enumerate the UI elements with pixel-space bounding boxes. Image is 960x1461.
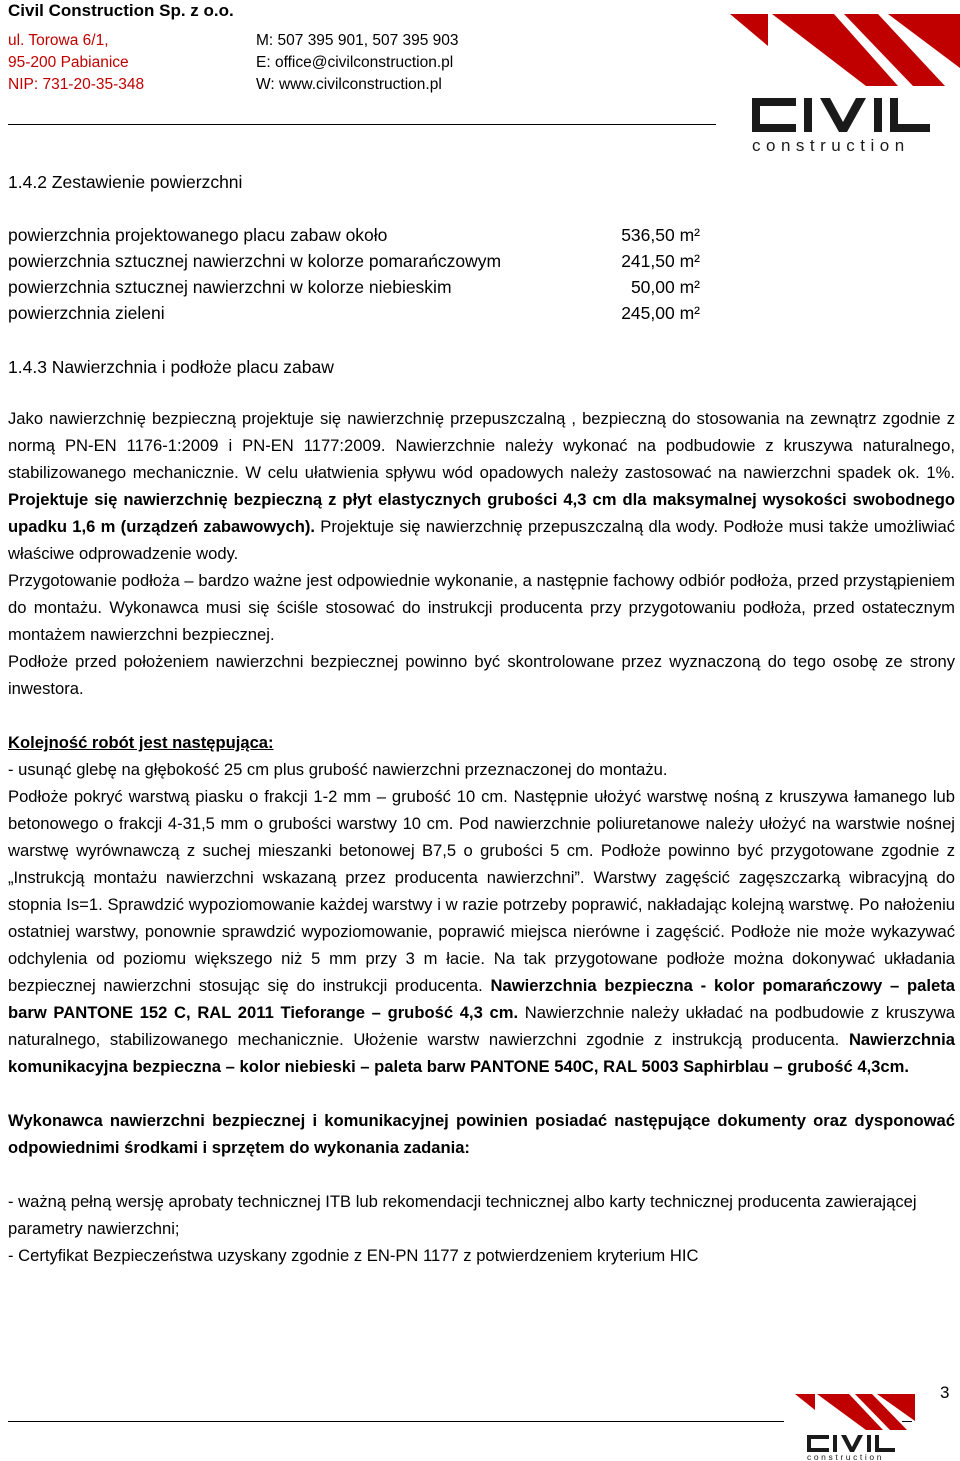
company-name: Civil Construction Sp. z o.o. <box>8 1 234 20</box>
civil-construction-logo-footer <box>795 1390 915 1461</box>
table-row <box>8 222 708 248</box>
row-value: 536,50 m² <box>621 225 700 245</box>
table-row <box>8 300 708 326</box>
row-value: 245,00 m² <box>621 303 700 323</box>
row-label: powierzchnia projektowanego placu zabaw około <box>8 225 388 245</box>
civil-construction-logo <box>730 6 960 156</box>
row-value: 50,00 m² <box>630 277 700 297</box>
section-heading-1-4-3: 1.4.3 Nawierzchnia i podłoże placu zabaw <box>8 357 334 377</box>
company-contact <box>256 30 459 96</box>
row-value: 241,50 m² <box>621 251 700 271</box>
page-number: 3 <box>940 1383 950 1402</box>
text-run: Nawierzchnie należy układać na podbudowie z kruszywa naturalnego, stabilizowanego mechanicznie. Ułożenie warstw nawierzchni zgodnie z instrukcją producenta. <box>8 1003 955 1049</box>
contact-email: E: office@civilconstruction.pl <box>256 54 454 71</box>
text-run: Jako nawierzchnię bezpieczną projektuje się nawierzchnię przepuszczalną , bezpieczną do stosowania na zewnątrz zgodnie z normą PN-EN 1176-1:2009 i PN-EN 1177:2009. Nawierzchnie należy wykonać na podbudowie z kruszywa naturalnego, stabilizowanego mechanicznie. W celu ułatwienia spływu wód opadowych należy zastosować na nawierzchni spadek ok. 1%. <box>8 409 955 482</box>
contractor-requirements: Wykonawca nawierzchni bezpiecznej i komunikacyjnej powinien posiadać następujące dokumenty oraz dysponować odpowiednimi środkami i sprzętem do wykonania zadania: <box>8 1111 955 1157</box>
table-row <box>8 248 708 274</box>
area-summary-table <box>8 222 708 326</box>
logo-subtitle: construction <box>807 1452 885 1461</box>
paragraph-inspection: Podłoże przed położeniem nawierzchni bezpiecznej powinno być skontrolowane przez wyznaczoną do tego osobę ze strony inwestora. <box>8 652 955 698</box>
header-divider <box>8 124 716 125</box>
text-run: Projektuje się nawierzchnię przepuszczalną dla wody. Podłoże musi także umożliwiać właściwe odprowadzenie wody. <box>8 517 955 563</box>
section-heading-1-4-2: 1.4.2 Zestawienie powierzchni <box>8 172 243 192</box>
document-item-1: - ważną pełną wersję aprobaty technicznej ITB lub rekomendacji technicznej albo karty technicznej producenta zawierającej parametry nawierzchni; <box>8 1192 917 1238</box>
text-run-bold: Projektuje się nawierzchnię bezpieczną z płyt elastycznych grubości 4,3 cm dla maksymalnej wysokości swobodnego upadku 1,6 m (urządzeń zabawowych). <box>8 490 955 536</box>
work-order-heading: Kolejność robót jest następująca: <box>8 733 274 752</box>
text-run-bold: Nawierzchnia bezpieczna - kolor pomarańczowy – paleta barw PANTONE 152 C, RAL 2011 Tieforange – grubość 4,3 cm. <box>8 976 955 1022</box>
section-body <box>8 405 955 1269</box>
address-city: 95-200 Pabianice <box>8 54 129 71</box>
address-nip: NIP: 731-20-35-348 <box>8 76 145 93</box>
table-row <box>8 274 708 300</box>
work-step-1: - usunąć glebę na głębokość 25 cm plus grubość nawierzchni przeznaczonej do montażu. <box>8 760 668 779</box>
paragraph-preparation: Przygotowanie podłoża – bardzo ważne jest odpowiednie wykonanie, a następnie fachowy odbiór podłoża, przed przystąpieniem do montażu. Wykonawca musi się ściśle stosować do instrukcji producenta przy przygotowaniu podłoża, przed ostatecznym montażem nawierzchni bezpiecznej. <box>8 571 955 644</box>
work-steps <box>8 783 955 1080</box>
row-label: powierzchnia sztucznej nawierzchni w kolorze pomarańczowym <box>8 251 502 271</box>
text-run: Podłoże pokryć warstwą piasku o frakcji 1-2 mm – grubość 10 cm. Następnie ułożyć warstwę nośną z kruszywa łamanego lub betonowego o frakcji 4-31,5 mm o grubości warstwy 10 cm. Pod nawierzchnie poliuretanowe należy ułożyć na warstwie nośnej warstwę wyrównawczą z suchej mieszanki betonowej B7,5 o grubości 5 cm. Podłoże powinno być przygotowane zgodnie z „Instrukcją montażu nawierzchni wskazaną przez producenta nawierzchni”. Warstwy zagęścić zagęszczarką wibracyjną do stopnia Is=1. Sprawdzić wypoziomowanie każdej warstwy i w razie potrzeby poprawić, nakładając kolejną warstwę. Po nałożeniu ostatniej warstwy, ponownie sprawdzić wypoziomowanie, poprawić miejsca nierówne i zagęścić. Podłoże nie może wykazywać odchylenia od poziomu większego niż 5 mm przy 3 m łacie. Na tak przygotowane podłoże można dokonywać układania bezpiecznej nawierzchni stosując się do instrukcji producenta. <box>8 787 955 995</box>
company-address <box>8 30 144 96</box>
address-street: ul. Torowa 6/1, <box>8 32 109 49</box>
footer-divider <box>8 1421 784 1422</box>
text-run-bold: Nawierzchnia komunikacyjna bezpieczna – kolor niebieski – paleta barw PANTONE 540C, RAL 5003 Saphirblau – grubość 4,3cm. <box>8 1030 955 1076</box>
logo-subtitle: construction <box>752 136 910 155</box>
contact-web: W: www.civilconstruction.pl <box>256 76 442 93</box>
paragraph-surface <box>8 405 955 567</box>
document-item-2: - Certyfikat Bezpieczeństwa uzyskany zgodnie z EN-PN 1177 z potwierdzeniem kryterium HIC <box>8 1246 699 1265</box>
contact-mobile: M: 507 395 901, 507 395 903 <box>256 32 459 49</box>
row-label: powierzchnia sztucznej nawierzchni w kolorze niebieskim <box>8 277 452 297</box>
row-label: powierzchnia zieleni <box>8 303 165 323</box>
